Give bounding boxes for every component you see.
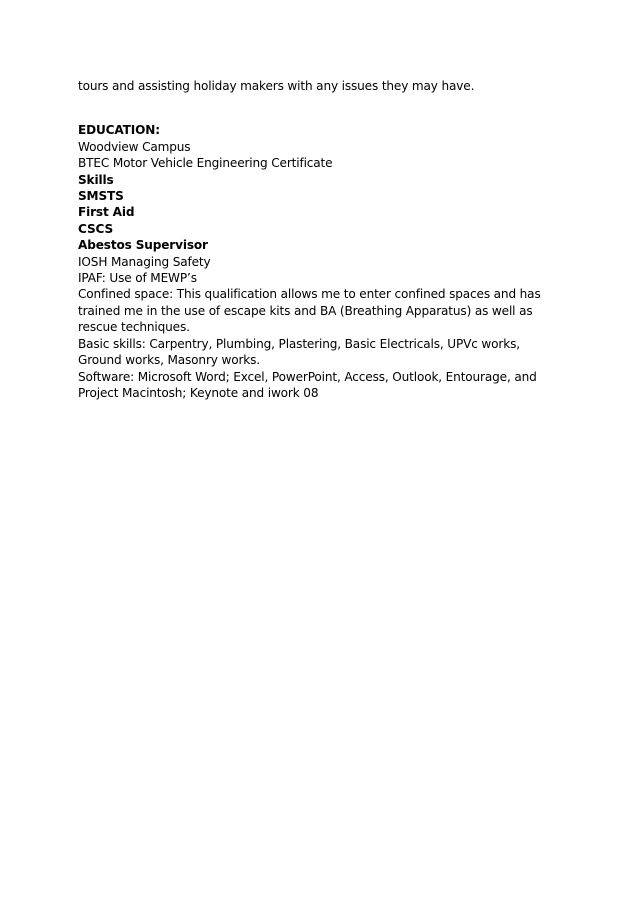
document-body	[78, 78, 566, 401]
detail-basic-skills: Basic skills: Carpentry, Plumbing, Plastering, Basic Electricals, UPVc works, Ground works, Masonry works.	[78, 336, 520, 368]
intro-line: tours and assisting holiday makers with any issues they may have.	[78, 79, 475, 93]
detail-ipaf: IPAF: Use of MEWP’s	[78, 271, 197, 286]
skills-heading: Skills	[78, 172, 114, 187]
skill-item-first-aid: First Aid	[78, 205, 135, 220]
education-item: Woodview Campus	[78, 139, 191, 154]
education-heading: EDUCATION:	[78, 123, 160, 138]
skill-item-smsts: SMSTS	[78, 189, 124, 204]
skill-item-cscs: CSCS	[78, 221, 114, 236]
education-item: BTEC Motor Vehicle Engineering Certificate	[78, 156, 333, 171]
detail-iosh: IOSH Managing Safety	[78, 254, 211, 269]
paragraph-gap	[78, 94, 566, 122]
skill-item-abestos-supervisor: Abestos Supervisor	[78, 238, 208, 253]
detail-confined-space: Confined space: This qualification allows me to enter confined spaces and has trained me in the use of escape kits and BA (Breathing Apparatus) as well as rescue techniques.	[78, 287, 541, 335]
detail-software: Software: Microsoft Word; Excel, PowerPoint, Access, Outlook, Entourage, and Project Macintosh; Keynote and iwork 08	[78, 369, 537, 400]
